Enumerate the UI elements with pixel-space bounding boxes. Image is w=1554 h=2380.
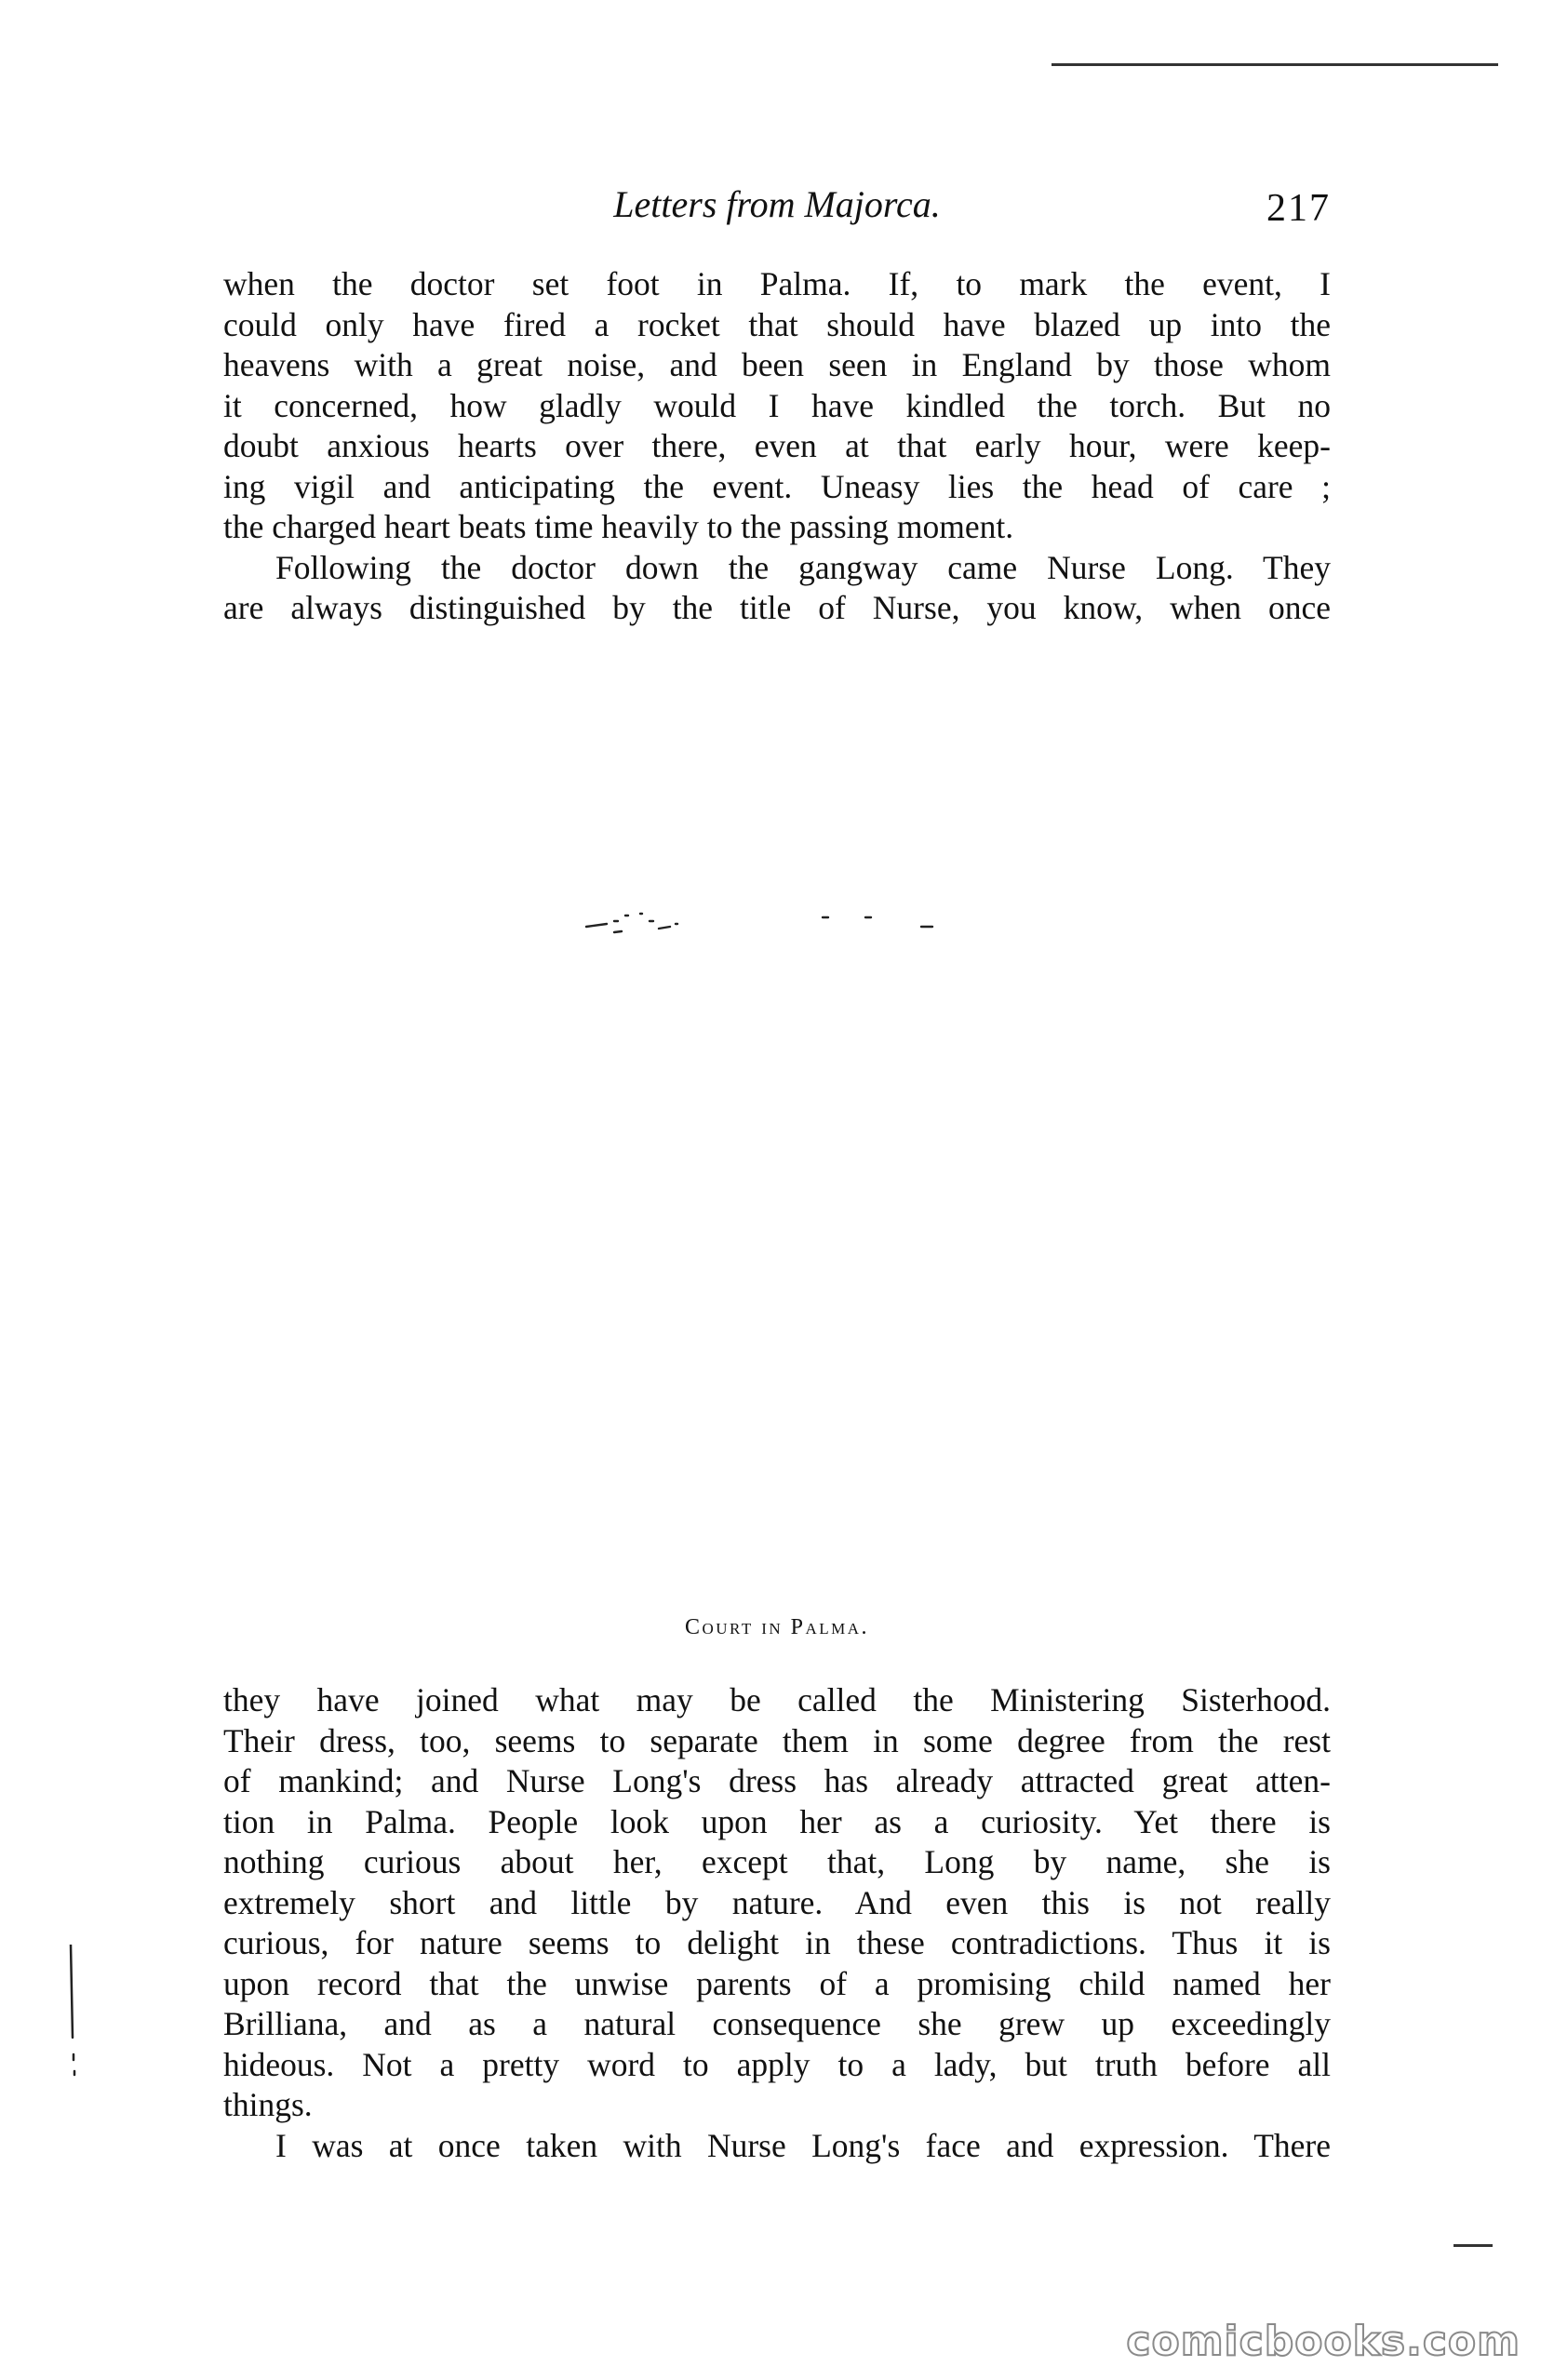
text-line: hideous. Not a pretty word to apply to a lady, but truth before all	[223, 2045, 1331, 2083]
text-line: they have joined what may be called the Ministering Sisterhood.	[223, 1681, 1331, 1718]
top-rule	[1052, 63, 1498, 66]
text-line: extremely short and little by nature. And even this is not really	[223, 1883, 1331, 1921]
text-line: nothing curious about her, except that, Long by name, she is	[223, 1843, 1331, 1880]
text-line: of mankind; and Nurse Long's dress has already attracted great atten-	[223, 1762, 1331, 1799]
text-line: Their dress, too, seems to separate them in some degree from the rest	[223, 1721, 1331, 1759]
text-line: doubt anxious hearts over there, even at that early hour, were keep-	[223, 427, 1331, 464]
bottom-dash	[1454, 2244, 1493, 2247]
text-line: things.	[223, 2086, 313, 2123]
text-line: could only have fired a rocket that should have blazed up into the	[223, 305, 1331, 343]
text-line: ing vigil and anticipating the event. Uneasy lies the head of care ;	[223, 467, 1331, 505]
text-line: when the doctor set foot in Palma. If, to mark the event, I	[223, 265, 1331, 302]
running-head	[223, 177, 1331, 233]
watermark-logo: comicbooks.com	[1126, 2318, 1521, 2365]
text-line: upon record that the unwise parents of a promising child named her	[223, 1964, 1331, 2002]
illustration-remnant-marks	[363, 893, 940, 940]
body-text-bottom	[223, 1680, 1331, 2166]
text-line: tion in Palma. People look upon her as a curiosity. Yet there is	[223, 1802, 1331, 1840]
text-line: curious, for nature seems to delight in these contradictions. Thus it is	[223, 1924, 1331, 1961]
page-number: 217	[1266, 187, 1331, 230]
text-line: Following the doctor down the gangway came Nurse Long. They	[275, 548, 1331, 586]
illustration-placeholder	[223, 670, 1331, 1600]
text-line: the charged heart beats time heavily to the passing moment.	[223, 508, 1014, 545]
margin-scan-mark	[65, 1945, 80, 2093]
text-line: heavens with a great noise, and been seen in England by those whom	[223, 346, 1331, 383]
running-title: Letters from Majorca.	[613, 183, 941, 225]
text-line: it concerned, how gladly would I have kindled the torch. But no	[223, 386, 1331, 424]
text-line: Brilliana, and as a natural consequence she grew up exceedingly	[223, 2005, 1331, 2042]
text-line: I was at once taken with Nurse Long's face and expression. There	[275, 2126, 1331, 2164]
body-text-top	[223, 264, 1331, 629]
text-line: are always distinguished by the title of Nurse, you know, when once	[223, 589, 1331, 626]
illustration-caption: Court in Palma.	[684, 1615, 870, 1639]
